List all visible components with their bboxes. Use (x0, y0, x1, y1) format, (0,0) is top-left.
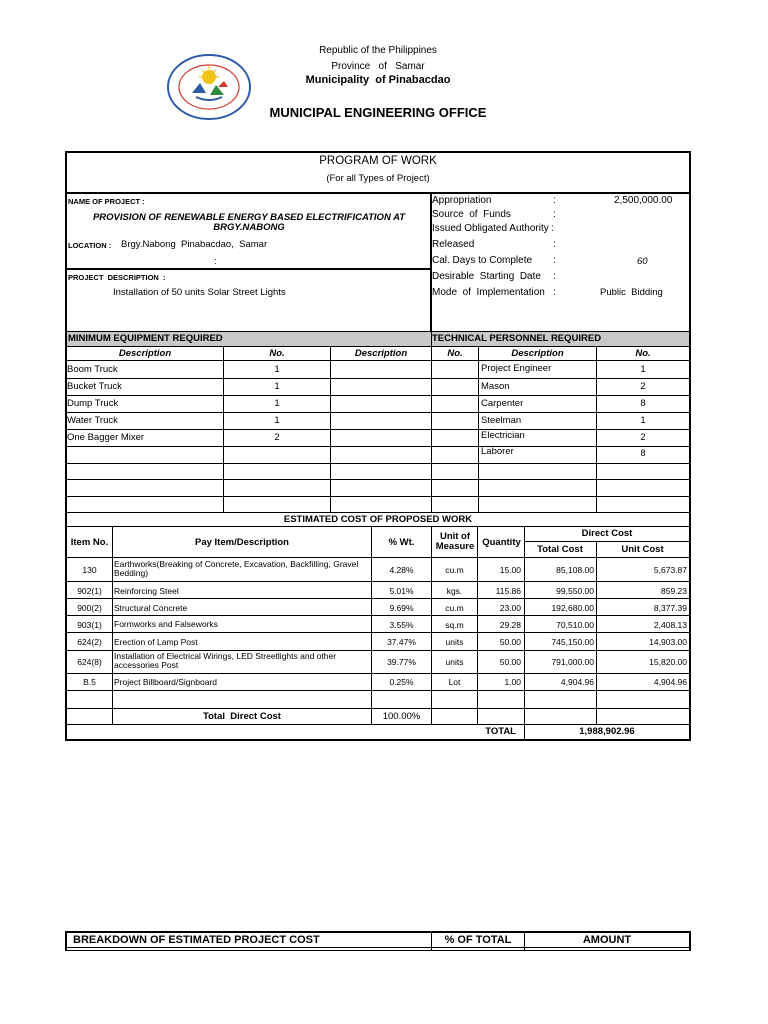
location-value: Brgy.Nabong Pinabacdao, Samar (121, 239, 268, 250)
cost-col-unit-cost: Unit Cost (621, 544, 664, 555)
equipment-col-no2: No. (447, 348, 463, 359)
location-colon: : (214, 256, 217, 267)
personnel-header: TECHNICAL PERSONNEL REQUIRED (432, 333, 602, 344)
breakdown-col-title: BREAKDOWN OF ESTIMATED PROJECT COST (73, 934, 320, 946)
cost-col-item: Item No. (70, 537, 109, 548)
header-province: Province of Samar (331, 61, 425, 72)
project-name-value: PROVISION OF RENEWABLE ENERGY BASED ELECTRIFICATION AT BRGY.NABONG (92, 212, 406, 233)
project-name-label: NAME OF PROJECT : (68, 197, 145, 206)
cost-col-direct: Direct Cost (581, 528, 633, 539)
cost-title: ESTIMATED COST OF PROPOSED WORK (283, 514, 473, 525)
description-label: PROJECT DESCRIPTION : (68, 273, 166, 282)
cost-col-wt: % Wt. (388, 537, 415, 548)
total-value: 1,988,902.96 (579, 726, 635, 737)
equipment-col-no: No. (269, 348, 285, 359)
cost-col-pay-item: Pay Item/Description (195, 537, 289, 548)
program-subtitle: (For all Types of Project) (326, 173, 430, 184)
program-title: PROGRAM OF WORK (319, 155, 437, 167)
description-value: Installation of 50 units Solar Street Lights (113, 287, 286, 298)
header-office: MUNICIPAL ENGINEERING OFFICE (269, 105, 487, 120)
equipment-col-description2: Description (354, 348, 408, 359)
breakdown-col-amount: AMOUNT (582, 934, 632, 946)
total-label: TOTAL (485, 726, 516, 737)
total-direct-label: Total Direct Cost (203, 711, 281, 722)
total-direct-wt: 100.00% (382, 711, 421, 722)
header-republic: Republic of the Philippines (319, 45, 437, 56)
header-municipality: Municipality of Pinabacdao (305, 74, 451, 86)
equipment-header: MINIMUM EQUIPMENT REQUIRED (68, 333, 223, 344)
personnel-col-description: Description (511, 348, 564, 359)
location-label: LOCATION : (68, 241, 112, 250)
personnel-col-no: No. (635, 348, 651, 359)
cost-col-unit: Unit of Measure (435, 531, 475, 552)
equipment-col-description: Description (118, 348, 172, 359)
breakdown-col-pct: % OF TOTAL (444, 934, 512, 946)
cost-col-qty: Quantity (482, 537, 521, 548)
cost-col-total: Total Cost (537, 544, 583, 555)
